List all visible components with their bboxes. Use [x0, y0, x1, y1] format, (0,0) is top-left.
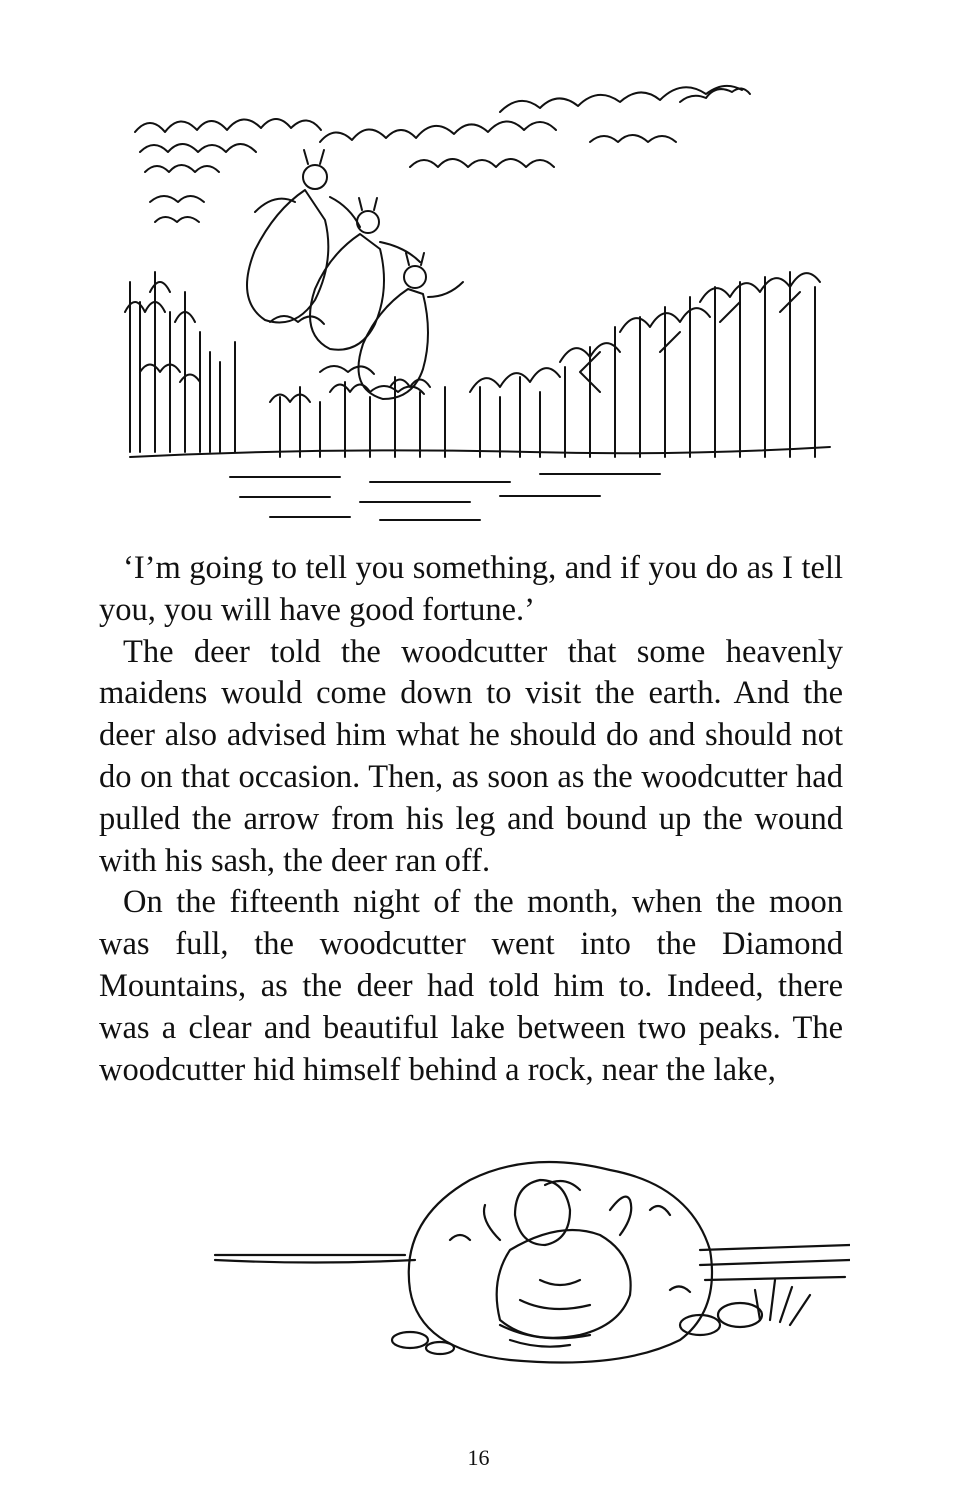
forest-right [470, 272, 820, 457]
forest-left [125, 272, 235, 452]
ground-lines [215, 1245, 850, 1280]
paragraph-1: ‘I’m going to tell you something, and if you do as I tell you, you will have good fortune.’ [99, 550, 843, 628]
rock [409, 1162, 712, 1363]
page-number: 16 [467, 1445, 490, 1470]
woodcutter-hiding-illustration [210, 1140, 850, 1380]
maiden-figures [247, 150, 463, 399]
cloud-band [135, 86, 750, 222]
paragraph-3: On the fifteenth night of the month, when the moon was full, the woodcutter went into the Diamond Mountains, as the deer had told him to. Indeed, there was a clear and beautiful lake between two peaks. The woodcutter hid himself behind a rock, near the lake, [99, 884, 843, 1088]
woodcutter-figure [484, 1180, 631, 1347]
heavenly-maidens-illustration [120, 72, 850, 532]
pebbles-and-grass [392, 1280, 810, 1354]
body-text [99, 548, 843, 1091]
paragraph-2: The deer told the woodcutter that some heavenly maidens would come down to visit the earth. And the deer also advised him what he should do and should not do on that occasion. Then, as soon as the woodcutter had pulled the arrow from his leg and bound up the wound with his sash, the deer ran off. [99, 633, 843, 879]
